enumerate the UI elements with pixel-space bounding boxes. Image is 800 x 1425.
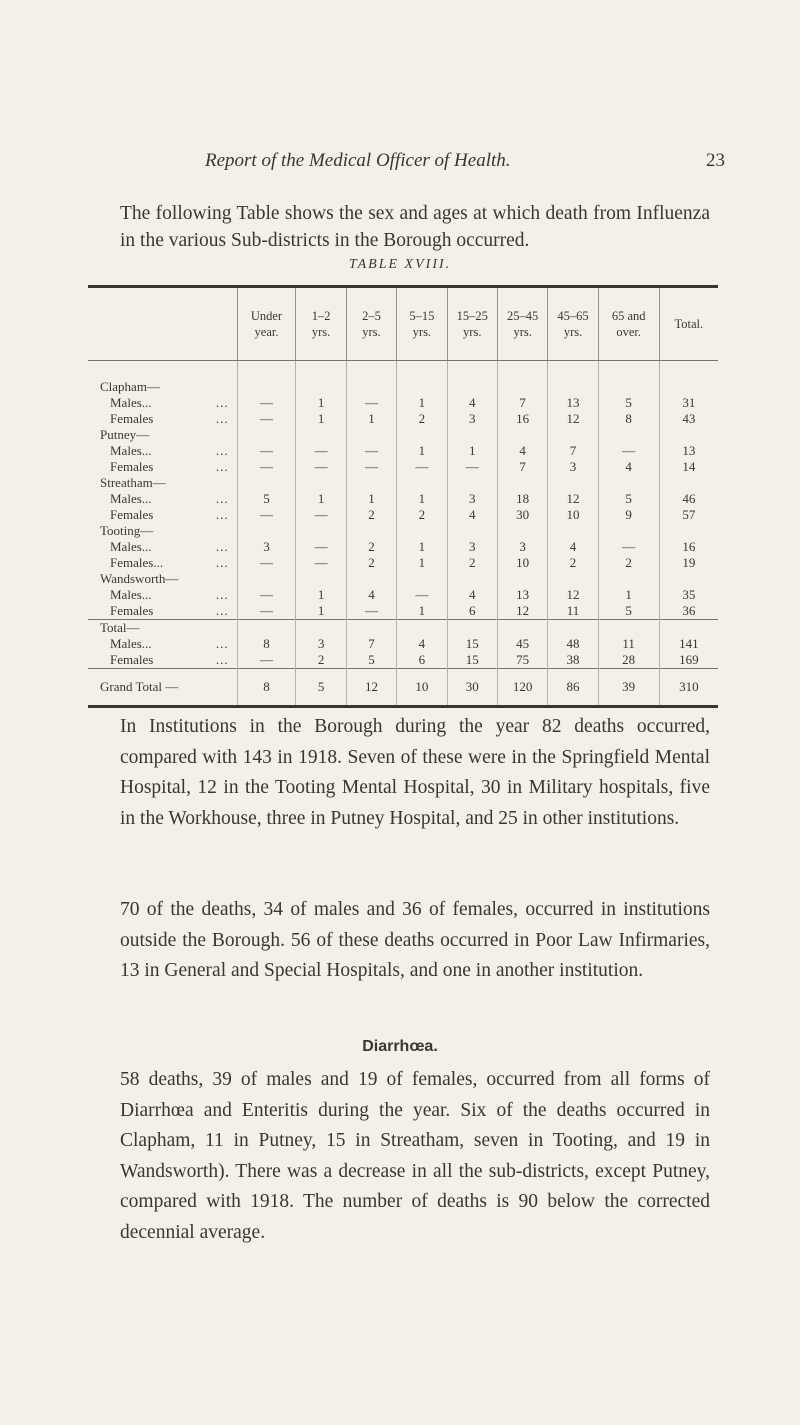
institutions-paragraph xyxy=(120,712,710,834)
empty-cell xyxy=(447,427,497,443)
table-cell: 3 xyxy=(447,491,497,507)
dot-leader: ... xyxy=(215,411,229,426)
row-label-text: Males... xyxy=(110,395,152,410)
table-row xyxy=(88,411,718,427)
empty-cell xyxy=(447,475,497,491)
table-cell: 1 xyxy=(346,411,396,427)
row-label-text: Females xyxy=(110,652,154,667)
grand-total-cell: 8 xyxy=(237,669,296,706)
empty-cell xyxy=(237,427,296,443)
row-label-text: Females xyxy=(110,603,154,618)
dot-leader: ... xyxy=(215,507,229,522)
table-cell: 48 xyxy=(548,636,598,652)
table-cell: — xyxy=(237,459,296,475)
table-row xyxy=(88,636,718,652)
column-header-line: 5–15 xyxy=(409,309,435,323)
table-cell: — xyxy=(598,539,659,555)
table-cell: 1 xyxy=(296,603,346,620)
table-cell: — xyxy=(397,587,447,603)
table-cell: — xyxy=(296,443,346,459)
table-cell: 12 xyxy=(548,491,598,507)
spacer-cell xyxy=(346,361,396,380)
table-cell: 3 xyxy=(447,411,497,427)
diarrhoea-paragraph xyxy=(120,1065,710,1248)
empty-cell xyxy=(497,475,547,491)
empty-cell xyxy=(659,620,718,637)
table-cell: — xyxy=(296,507,346,523)
spacer-cell xyxy=(397,361,447,380)
column-header-line: Total. xyxy=(674,317,704,331)
spacer-cell xyxy=(237,361,296,380)
empty-cell xyxy=(397,523,447,539)
table-cell: 1 xyxy=(296,491,346,507)
table-cell: 9 xyxy=(598,507,659,523)
table-cell: 5 xyxy=(598,395,659,411)
table-cell: 15 xyxy=(447,652,497,669)
paragraph-2: 70 of the deaths, 34 of males and 36 of females, occurred in institutions outside the Borough. 56 of these deaths occurred in Poor Law Infirmaries, 13 in General and Special Hospitals, and one in another institution. xyxy=(120,899,710,981)
table-cell: 31 xyxy=(659,395,718,411)
table-cell: 4 xyxy=(397,636,447,652)
row-label xyxy=(88,539,237,555)
column-header-line: yrs. xyxy=(563,325,583,339)
row-label xyxy=(88,395,237,411)
column-header xyxy=(548,288,598,361)
table-cell: — xyxy=(237,587,296,603)
table-cell: — xyxy=(296,555,346,571)
empty-cell xyxy=(296,523,346,539)
table-cell: 11 xyxy=(598,636,659,652)
row-label-text: Males... xyxy=(110,491,152,506)
empty-cell xyxy=(397,427,447,443)
row-label-text: Females xyxy=(110,459,154,474)
empty-cell xyxy=(397,475,447,491)
table-cell: 1 xyxy=(397,539,447,555)
empty-cell xyxy=(548,427,598,443)
table-cell: — xyxy=(346,603,396,620)
empty-cell xyxy=(598,427,659,443)
table-cell: — xyxy=(237,395,296,411)
table-row xyxy=(88,443,718,459)
empty-cell xyxy=(548,571,598,587)
table-cell: 141 xyxy=(659,636,718,652)
row-label xyxy=(88,491,237,507)
table-row xyxy=(88,603,718,620)
table-cell: — xyxy=(397,459,447,475)
table-row xyxy=(88,652,718,669)
group-heading-row xyxy=(88,427,718,443)
table-cell: 28 xyxy=(598,652,659,669)
table-header-row xyxy=(88,288,718,361)
table-cell: — xyxy=(296,539,346,555)
table-cell: 1 xyxy=(346,491,396,507)
page-number: 23 xyxy=(706,150,725,171)
empty-cell xyxy=(659,427,718,443)
table-cell: — xyxy=(598,443,659,459)
table-cell: — xyxy=(237,507,296,523)
row-label-text: Females xyxy=(110,411,154,426)
table-cell: — xyxy=(237,555,296,571)
column-header xyxy=(598,288,659,361)
table-cell: 11 xyxy=(548,603,598,620)
table-cell: 8 xyxy=(237,636,296,652)
column-header xyxy=(447,288,497,361)
table-cell: 16 xyxy=(659,539,718,555)
empty-cell xyxy=(598,620,659,637)
table-cell: 13 xyxy=(659,443,718,459)
spacer-cell xyxy=(659,361,718,380)
empty-cell xyxy=(497,571,547,587)
table-cell: 13 xyxy=(497,587,547,603)
grand-total-cell: 39 xyxy=(598,669,659,706)
table-cell: 75 xyxy=(497,652,547,669)
grand-total-cell: 30 xyxy=(447,669,497,706)
dot-leader: ... xyxy=(215,555,229,570)
row-label-text: Males... xyxy=(110,443,152,458)
table-cell: 16 xyxy=(497,411,547,427)
dot-leader: ... xyxy=(215,491,229,506)
table-cell: 30 xyxy=(497,507,547,523)
column-header xyxy=(237,288,296,361)
table-cell: 1 xyxy=(296,395,346,411)
empty-cell xyxy=(296,427,346,443)
table-cell: 3 xyxy=(447,539,497,555)
table-cell: 5 xyxy=(237,491,296,507)
table-row xyxy=(88,587,718,603)
empty-cell xyxy=(659,523,718,539)
empty-cell xyxy=(447,571,497,587)
row-label xyxy=(88,603,237,620)
empty-cell xyxy=(296,379,346,395)
table-cell: 1 xyxy=(598,587,659,603)
dot-leader: ... xyxy=(215,395,229,410)
column-header-line: 15–25 xyxy=(456,309,488,323)
column-header-line: 2–5 xyxy=(362,309,381,323)
table-cell: 8 xyxy=(598,411,659,427)
table-cell: — xyxy=(346,395,396,411)
table-cell: 169 xyxy=(659,652,718,669)
grand-total-cell: 5 xyxy=(296,669,346,706)
running-title: Report of the Medical Officer of Health. xyxy=(205,150,511,171)
empty-cell xyxy=(346,571,396,587)
empty-cell xyxy=(397,620,447,637)
grand-total-cell: 310 xyxy=(659,669,718,706)
column-header xyxy=(296,288,346,361)
table-row xyxy=(88,491,718,507)
row-label xyxy=(88,443,237,459)
empty-cell xyxy=(598,571,659,587)
table-cell: — xyxy=(346,443,396,459)
table-cell: 10 xyxy=(497,555,547,571)
paragraph-3: 58 deaths, 39 of males and 19 of females, occurred from all forms of Diarrhœa and Enteritis during the year. Six of the deaths occurred in Clapham, 11 in Putney, 15 in Streatham, seven in Tooting, and 19 in Wandsworth). There was a decrease in all the sub-districts, except Putney, compared with 1918. The number of deaths is 90 below the corrected decennial average. xyxy=(120,1069,710,1243)
column-header-line: yrs. xyxy=(463,325,482,339)
empty-cell xyxy=(497,379,547,395)
dot-leader: ... xyxy=(215,603,229,618)
group-name: Putney— xyxy=(100,427,150,442)
table-cell: 45 xyxy=(497,636,547,652)
column-header-line: yrs. xyxy=(362,325,381,339)
table-cell: 1 xyxy=(296,411,346,427)
grand-total-row xyxy=(88,669,718,706)
table-cell: 1 xyxy=(397,443,447,459)
empty-cell xyxy=(548,475,598,491)
table-cell: 2 xyxy=(346,539,396,555)
group-name: Clapham— xyxy=(100,379,160,394)
empty-cell xyxy=(598,379,659,395)
table-cell: — xyxy=(237,411,296,427)
table-cell: 57 xyxy=(659,507,718,523)
table-cell: 3 xyxy=(548,459,598,475)
table-cell: 1 xyxy=(397,555,447,571)
table-cell: 7 xyxy=(497,395,547,411)
table-cell: 6 xyxy=(447,603,497,620)
column-header-line: year. xyxy=(254,325,279,339)
empty-cell xyxy=(296,620,346,637)
empty-cell xyxy=(397,571,447,587)
table-cell: 4 xyxy=(598,459,659,475)
row-label xyxy=(88,587,237,603)
row-label-text: Females... xyxy=(110,555,164,570)
group-name: Tooting— xyxy=(100,523,154,538)
column-header-line: yrs. xyxy=(412,325,432,339)
empty-cell xyxy=(659,571,718,587)
table-cell: — xyxy=(237,443,296,459)
empty-cell xyxy=(497,427,547,443)
table-cell: 1 xyxy=(397,603,447,620)
table-cell: — xyxy=(346,459,396,475)
table-cell: 38 xyxy=(548,652,598,669)
table-cell: 43 xyxy=(659,411,718,427)
dot-leader: ... xyxy=(215,652,229,667)
empty-cell xyxy=(659,475,718,491)
table-cell: — xyxy=(237,652,296,669)
table-cell: 2 xyxy=(397,507,447,523)
table-cell: 12 xyxy=(548,587,598,603)
table-cell: 13 xyxy=(548,395,598,411)
group-heading-row xyxy=(88,620,718,637)
table-cell: 14 xyxy=(659,459,718,475)
empty-cell xyxy=(237,475,296,491)
group-name: Streatham— xyxy=(100,475,166,490)
table-cell: 4 xyxy=(447,507,497,523)
row-label-text: Males... xyxy=(110,587,152,602)
row-label-text: Females xyxy=(110,507,154,522)
table-row xyxy=(88,507,718,523)
table-cell: 1 xyxy=(397,491,447,507)
row-label-text: Males... xyxy=(110,636,152,651)
dot-leader: ... xyxy=(215,587,229,602)
row-label xyxy=(88,555,237,571)
diarrhoea-heading: Diarrhœa. xyxy=(362,1038,438,1055)
row-label-text: Males... xyxy=(110,539,152,554)
table-bottom-rule xyxy=(88,705,718,708)
grand-total-cell: 12 xyxy=(346,669,396,706)
empty-cell xyxy=(296,475,346,491)
empty-cell xyxy=(497,620,547,637)
intro-paragraph: The following Table shows the sex and ages at which death from Influenza in the various Sub-districts in the Borough occurred. xyxy=(120,203,710,251)
table-cell: 46 xyxy=(659,491,718,507)
table-row xyxy=(88,539,718,555)
spacer-cell xyxy=(296,361,346,380)
table-cell: 18 xyxy=(497,491,547,507)
table-cell: 2 xyxy=(447,555,497,571)
empty-cell xyxy=(447,379,497,395)
spacer-cell xyxy=(88,361,237,380)
group-heading-row xyxy=(88,523,718,539)
influenza-table xyxy=(88,285,718,708)
column-header xyxy=(659,288,718,361)
table-cell: — xyxy=(296,459,346,475)
empty-cell xyxy=(346,379,396,395)
grand-total-cell: 10 xyxy=(397,669,447,706)
empty-cell xyxy=(598,523,659,539)
group-name: Total— xyxy=(88,620,237,637)
dot-leader: ... xyxy=(215,539,229,554)
row-label xyxy=(88,507,237,523)
grand-total-cell: 86 xyxy=(548,669,598,706)
empty-cell xyxy=(237,620,296,637)
table-cell: 5 xyxy=(598,603,659,620)
table-cell: 2 xyxy=(346,507,396,523)
column-header-line: over. xyxy=(616,325,641,339)
table-cell: 1 xyxy=(447,443,497,459)
table-cell: 3 xyxy=(497,539,547,555)
column-header xyxy=(497,288,547,361)
table-cell: 36 xyxy=(659,603,718,620)
group-name: Wandsworth— xyxy=(100,571,179,586)
column-header xyxy=(397,288,447,361)
table-cell: 2 xyxy=(346,555,396,571)
spacer-row xyxy=(88,361,718,380)
table-cell: 3 xyxy=(296,636,346,652)
column-header-line: 25–45 xyxy=(507,309,539,323)
table-cell: 2 xyxy=(397,411,447,427)
table-cell: 10 xyxy=(548,507,598,523)
grand-total-cell: 120 xyxy=(497,669,547,706)
table-cell: 7 xyxy=(548,443,598,459)
row-label xyxy=(88,636,237,652)
table-cell: 35 xyxy=(659,587,718,603)
column-header-line: yrs. xyxy=(513,325,532,339)
empty-cell xyxy=(497,523,547,539)
influenza-data-table xyxy=(88,288,718,705)
empty-cell xyxy=(346,620,396,637)
empty-cell xyxy=(237,523,296,539)
table-cell: 6 xyxy=(397,652,447,669)
table-cell: 7 xyxy=(346,636,396,652)
empty-cell xyxy=(346,523,396,539)
table-cell: — xyxy=(237,603,296,620)
empty-cell xyxy=(296,571,346,587)
column-header xyxy=(346,288,396,361)
table-cell: 1 xyxy=(296,587,346,603)
empty-cell xyxy=(548,523,598,539)
table-cell: 3 xyxy=(237,539,296,555)
table-caption: TABLE XVIII. xyxy=(348,257,452,272)
empty-cell xyxy=(237,571,296,587)
table-cell: 12 xyxy=(548,411,598,427)
empty-cell xyxy=(548,620,598,637)
table-cell: 4 xyxy=(346,587,396,603)
paragraph-1: In Institutions in the Borough during the year 82 deaths occurred, compared with 143 in 1918. Seven of these were in the Springfield Mental Hospital, 12 in the Tooting Mental Hospital, 30 in Military hospitals, five in the Workhouse, three in Putney Hospital, and 25 in other institutions. xyxy=(120,716,710,829)
table-cell: 4 xyxy=(497,443,547,459)
column-header-line: 65 and xyxy=(611,309,646,323)
table-cell: 12 xyxy=(497,603,547,620)
group-heading-row xyxy=(88,475,718,491)
table-cell: 19 xyxy=(659,555,718,571)
empty-cell xyxy=(548,379,598,395)
group-heading-row xyxy=(88,571,718,587)
spacer-cell xyxy=(447,361,497,380)
grand-total-label: Grand Total — xyxy=(88,669,237,706)
empty-cell xyxy=(346,427,396,443)
row-label xyxy=(88,459,237,475)
empty-cell xyxy=(346,475,396,491)
row-label xyxy=(88,652,237,669)
spacer-cell xyxy=(548,361,598,380)
outside-borough-paragraph xyxy=(120,895,710,987)
table-cell: 4 xyxy=(447,395,497,411)
table-cell: 4 xyxy=(548,539,598,555)
empty-cell xyxy=(237,379,296,395)
row-label xyxy=(88,411,237,427)
empty-cell xyxy=(598,475,659,491)
table-cell: 7 xyxy=(497,459,547,475)
column-header-line: 45–65 xyxy=(557,309,589,323)
table-cell: 2 xyxy=(296,652,346,669)
empty-cell xyxy=(659,379,718,395)
table-row xyxy=(88,459,718,475)
table-cell: 1 xyxy=(397,395,447,411)
empty-cell xyxy=(447,620,497,637)
column-header-line: Under xyxy=(250,309,283,323)
dot-leader: ... xyxy=(215,636,229,651)
dot-leader: ... xyxy=(215,459,229,474)
table-cell: 4 xyxy=(447,587,497,603)
table-cell: 2 xyxy=(548,555,598,571)
table-cell: 5 xyxy=(598,491,659,507)
spacer-cell xyxy=(598,361,659,380)
header-blank xyxy=(88,288,237,361)
table-cell: 15 xyxy=(447,636,497,652)
table-row xyxy=(88,395,718,411)
empty-cell xyxy=(447,523,497,539)
table-row xyxy=(88,555,718,571)
group-heading-row xyxy=(88,379,718,395)
column-header-line: yrs. xyxy=(311,325,331,339)
table-cell: 5 xyxy=(346,652,396,669)
table-cell: 2 xyxy=(598,555,659,571)
spacer-cell xyxy=(497,361,547,380)
column-header-line: 1–2 xyxy=(311,309,331,323)
empty-cell xyxy=(397,379,447,395)
table-cell: — xyxy=(447,459,497,475)
dot-leader: ... xyxy=(215,443,229,458)
